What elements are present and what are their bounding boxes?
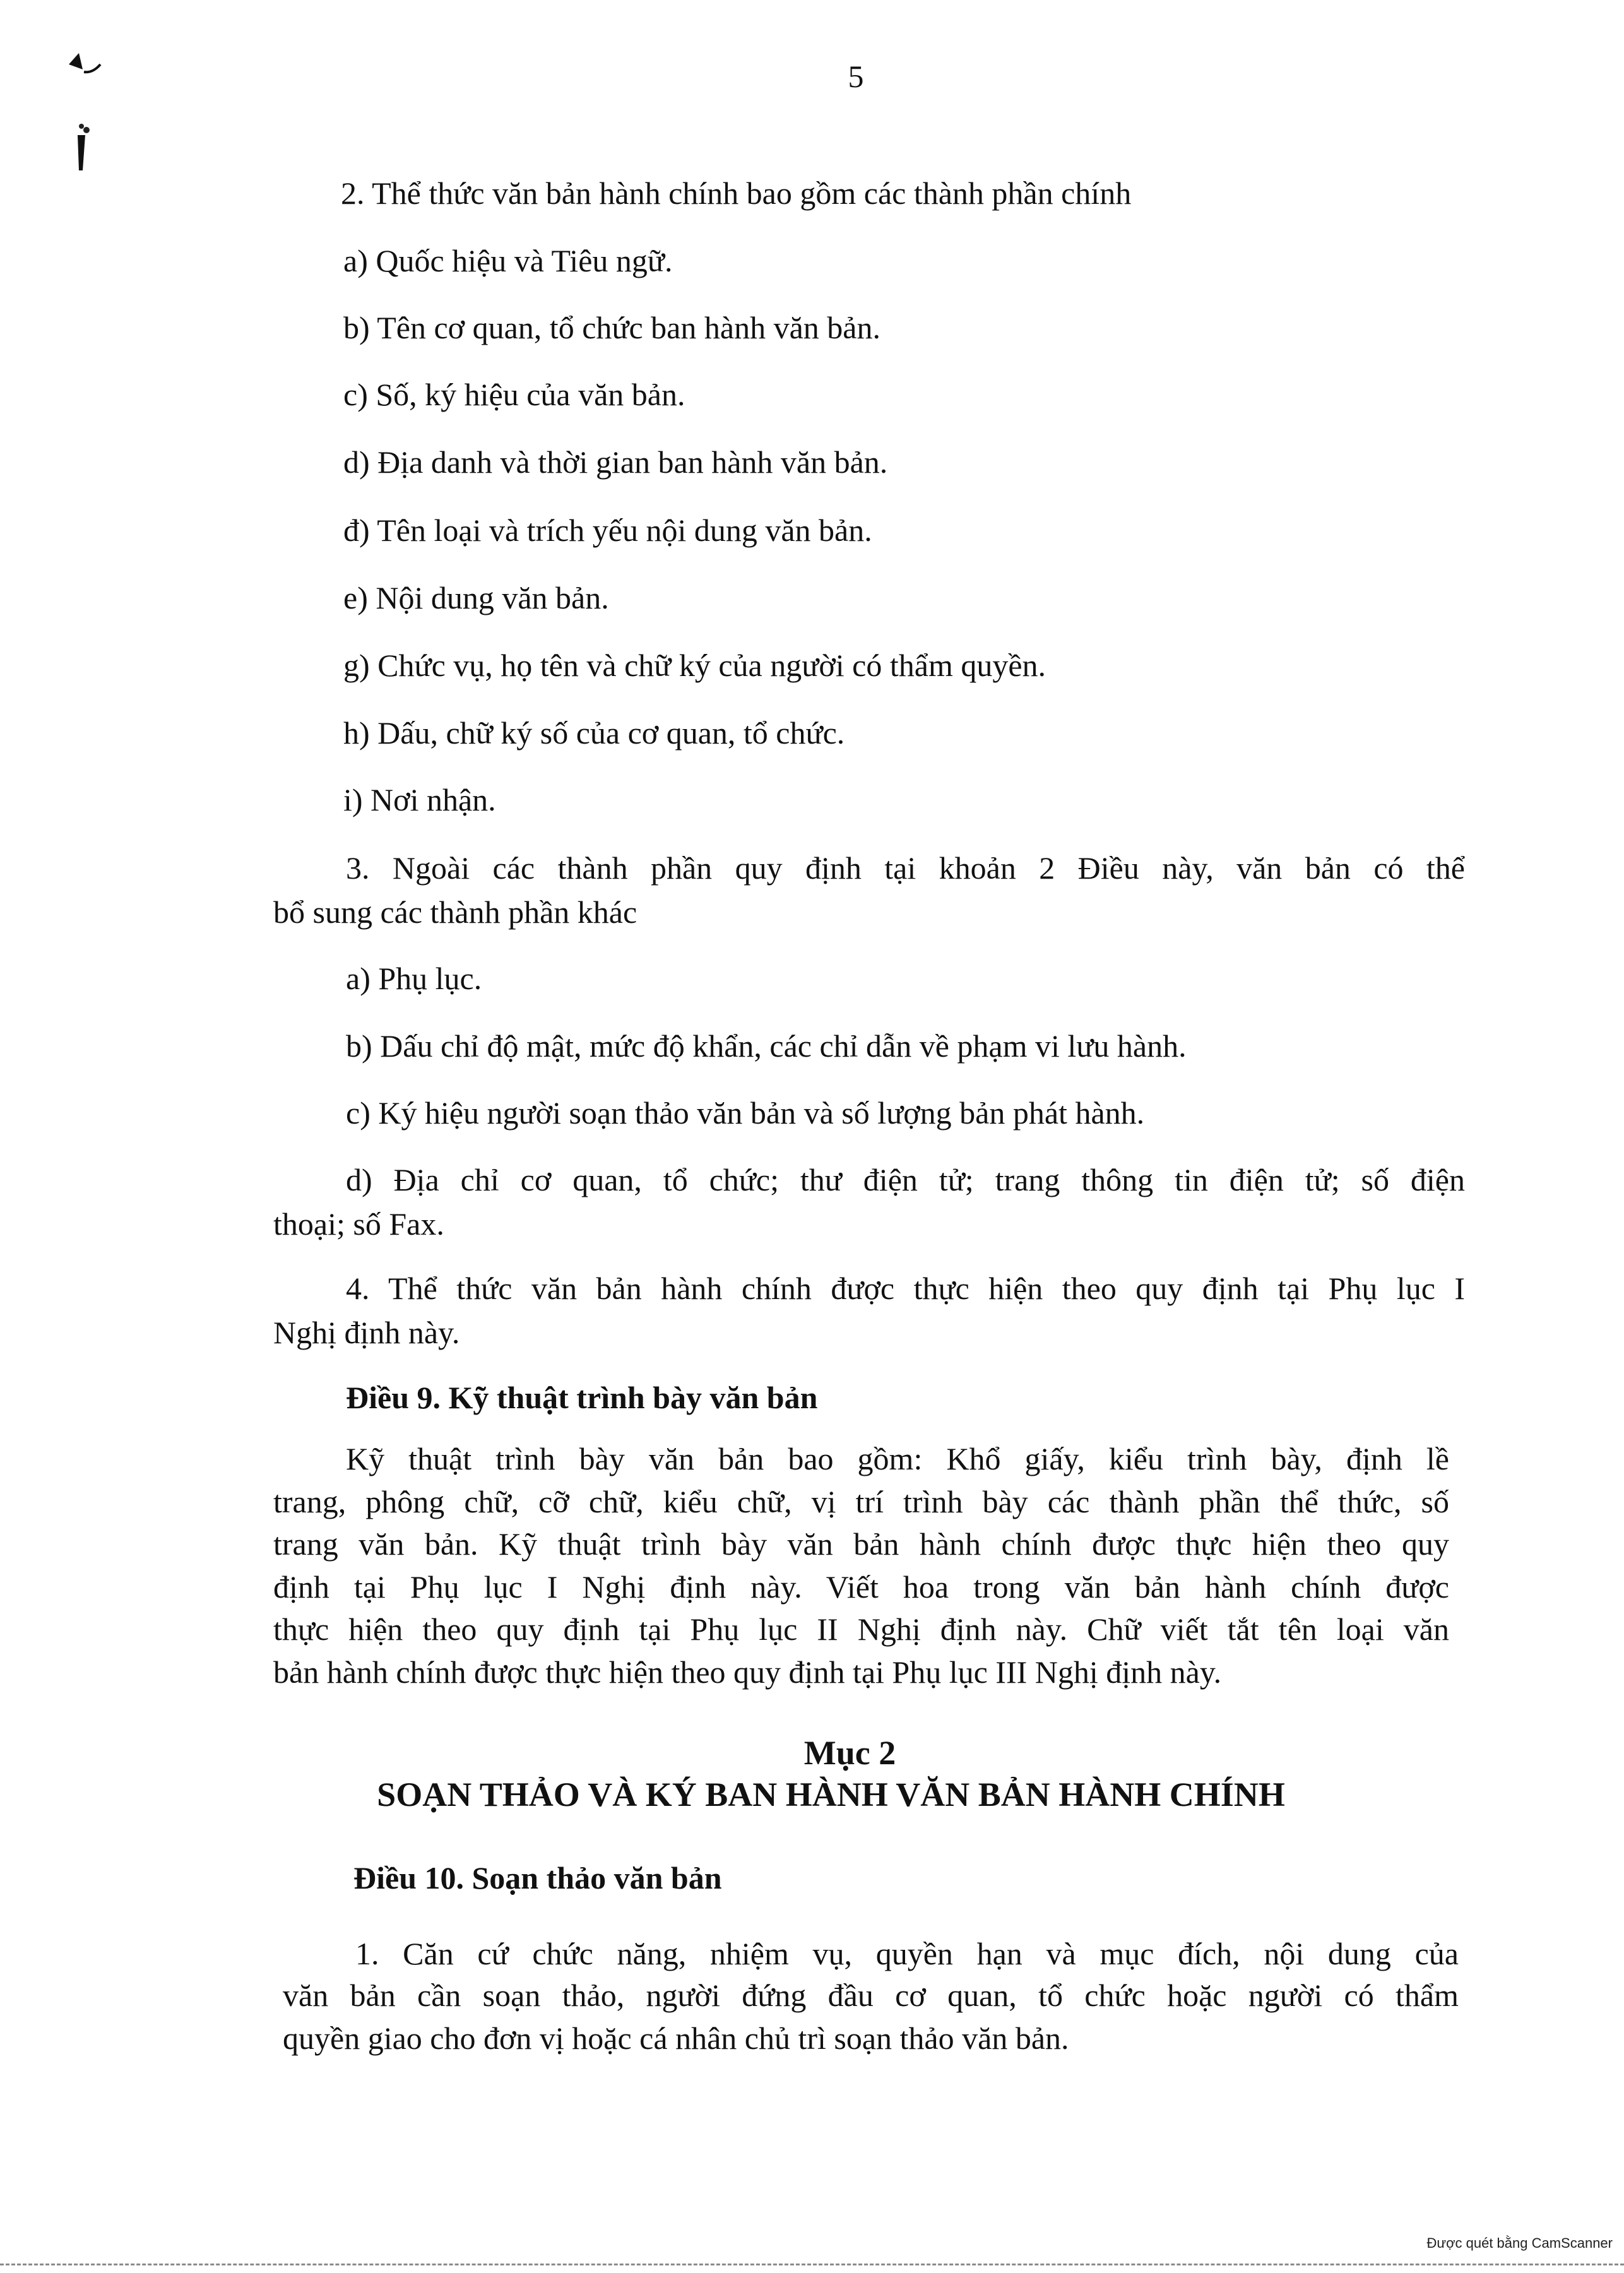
scanner-watermark: Được quét bằng CamScanner <box>1426 2235 1613 2251</box>
list-item: d) Địa danh và thời gian ban hành văn bản. <box>343 444 888 480</box>
article-10-paragraph-line: văn bản cần soạn thảo, người đứng đầu cơ quan, tổ chức hoặc người có thẩm <box>283 1978 1459 2013</box>
list-item: h) Dấu, chữ ký số của cơ quan, tổ chức. <box>343 715 845 751</box>
clause-3-line: 3. Ngoài các thành phần quy định tại khoản 2 Điều này, văn bản có thể <box>346 850 1465 886</box>
list-item: c) Số, ký hiệu của văn bản. <box>343 377 685 412</box>
list-item: b) Tên cơ quan, tổ chức ban hành văn bản. <box>343 310 880 345</box>
article-10-paragraph-line: 1. Căn cứ chức năng, nhiệm vụ, quyền hạn và mục đích, nội dung của <box>355 1936 1459 1971</box>
article-9-paragraph-line: định tại Phụ lục I Nghị định này. Viết hoa trong văn bản hành chính được <box>273 1569 1449 1605</box>
list-item: b) Dấu chỉ độ mật, mức độ khẩn, các chỉ dẫn về phạm vi lưu hành. <box>346 1028 1187 1064</box>
list-item: d) Địa chỉ cơ quan, tổ chức; thư điện tử; trang thông tin điện tử; số điện <box>346 1162 1465 1197</box>
list-item: a) Phụ lục. <box>346 961 482 996</box>
list-item: e) Nội dung văn bản. <box>343 580 609 615</box>
list-item: đ) Tên loại và trích yếu nội dung văn bản. <box>343 513 872 548</box>
list-item: thoại; số Fax. <box>273 1206 444 1242</box>
list-item: i) Nơi nhận. <box>343 782 496 817</box>
article-9-paragraph-line: trang văn bản. Kỹ thuật trình bày văn bản hành chính được thực hiện theo quy <box>273 1526 1449 1562</box>
clause-4-line: 4. Thể thức văn bản hành chính được thực hiện theo quy định tại Phụ lục I <box>346 1271 1465 1306</box>
article-10-heading: Điều 10. Soạn thảo văn bản <box>353 1860 722 1896</box>
clause-2-heading: 2. Thể thức văn bản hành chính bao gồm các thành phần chính <box>341 175 1132 211</box>
clause-3-line: bổ sung các thành phần khác <box>273 894 637 930</box>
section-number-heading: Mục 2 <box>803 1734 896 1772</box>
article-9-heading: Điều 9. Kỹ thuật trình bày văn bản <box>346 1380 818 1415</box>
scan-speck-mark <box>60 50 117 177</box>
page-bottom-divider <box>0 2264 1624 2265</box>
article-10-paragraph-line: quyền giao cho đơn vị hoặc cá nhân chủ trì soạn thảo văn bản. <box>283 2021 1069 2056</box>
clause-4-line: Nghị định này. <box>273 1315 460 1350</box>
list-item: c) Ký hiệu người soạn thảo văn bản và số lượng bản phát hành. <box>346 1095 1145 1131</box>
page-number: 5 <box>848 59 864 94</box>
list-item: g) Chức vụ, họ tên và chữ ký của người có thẩm quyền. <box>343 648 1046 683</box>
article-9-paragraph-line: thực hiện theo quy định tại Phụ lục II Nghị định này. Chữ viết tắt tên loại văn <box>273 1611 1449 1647</box>
article-9-paragraph-line: trang, phông chữ, cỡ chữ, kiểu chữ, vị trí trình bày các thành phần thể thức, số <box>273 1484 1449 1519</box>
section-title-heading: SOẠN THẢO VÀ KÝ BAN HÀNH VĂN BẢN HÀNH CHÍNH <box>377 1776 1285 1813</box>
list-item: a) Quốc hiệu và Tiêu ngữ. <box>343 243 673 278</box>
article-9-paragraph-line: bản hành chính được thực hiện theo quy định tại Phụ lục III Nghị định này. <box>273 1654 1222 1690</box>
article-9-paragraph-line: Kỹ thuật trình bày văn bản bao gồm: Khổ giấy, kiểu trình bày, định lề <box>346 1441 1449 1476</box>
